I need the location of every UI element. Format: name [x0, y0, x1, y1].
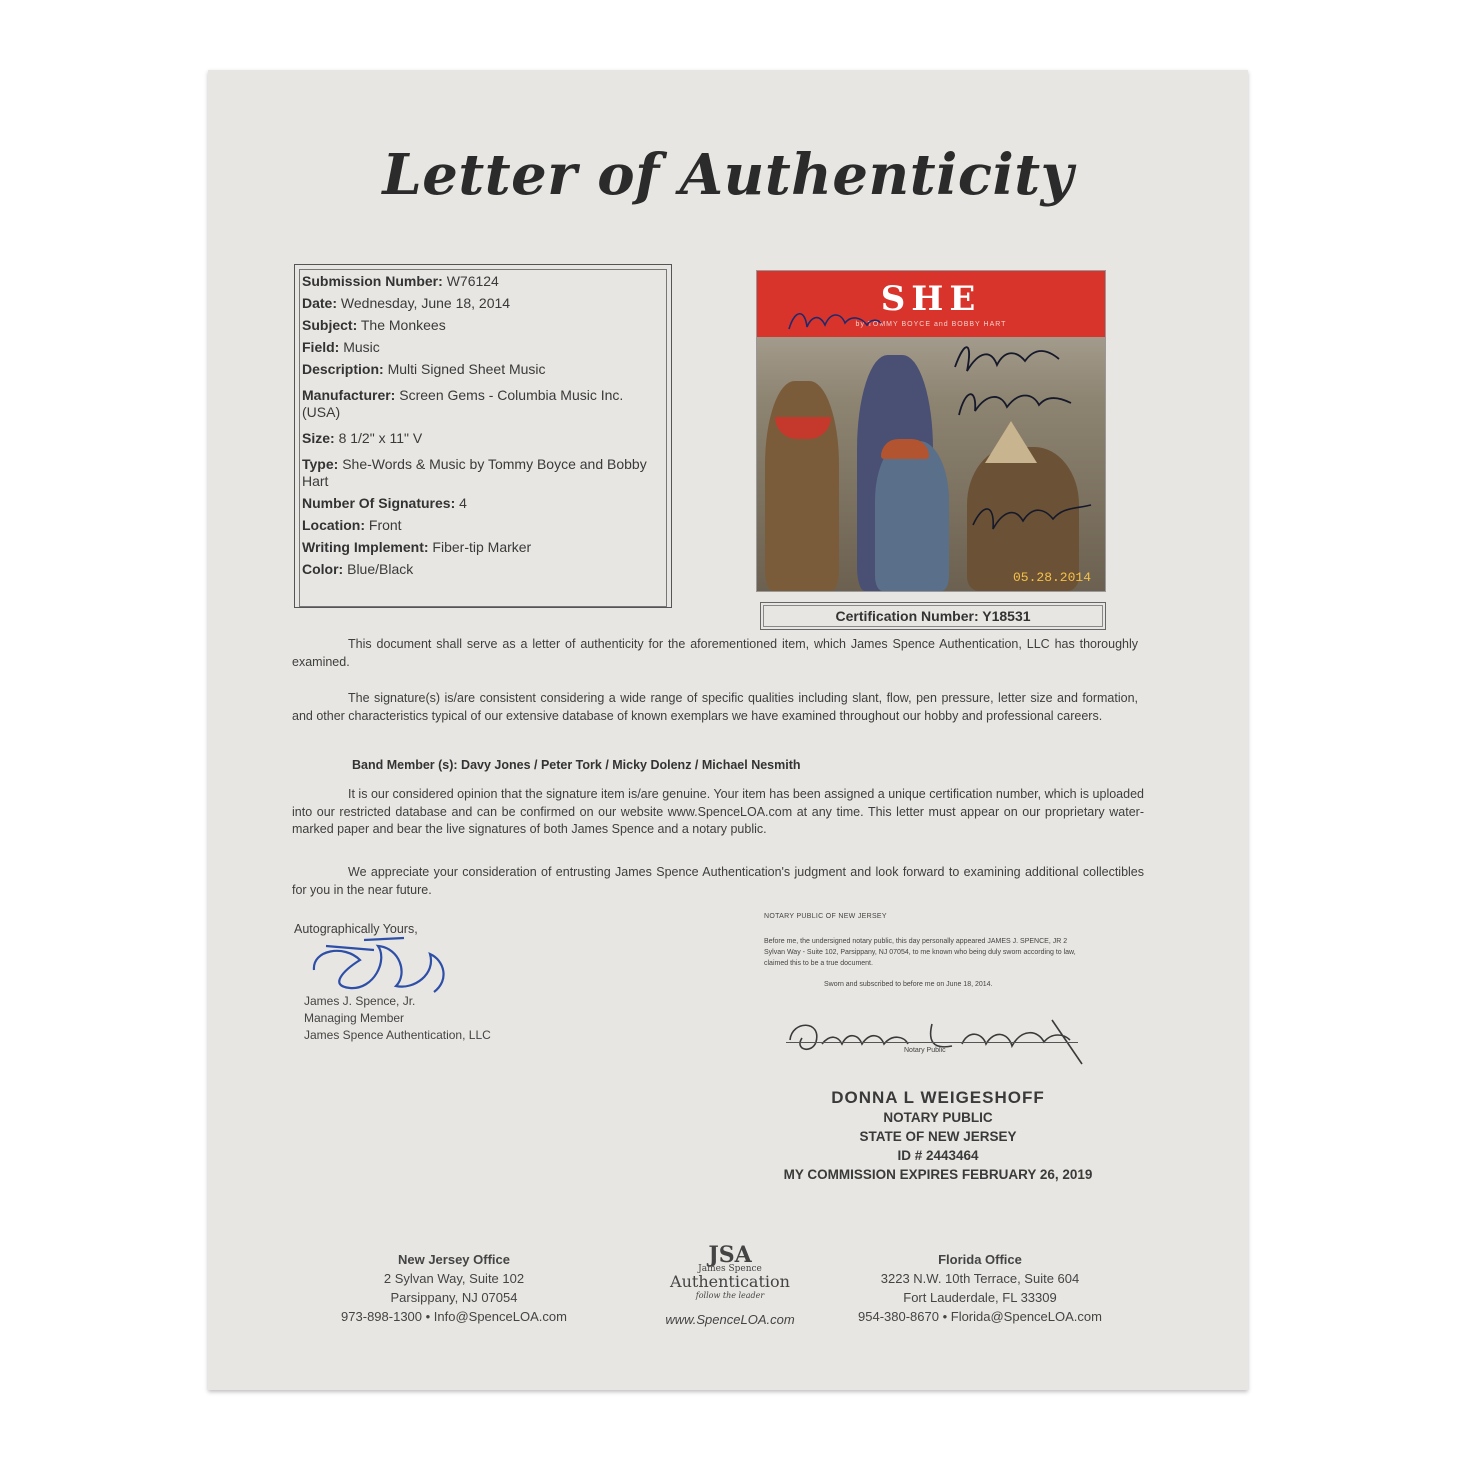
- submission-info-row: [302, 295, 664, 312]
- fl-office-heading: Florida Office: [938, 1252, 1022, 1267]
- submission-info-key: Submission Number:: [302, 273, 443, 289]
- notary-stamp-state: STATE OF NEW JERSEY: [859, 1129, 1017, 1144]
- notary-sworn-date: Sworn and subscribed to before me on June 18, 2014.: [824, 981, 993, 988]
- submission-info-row: [302, 495, 664, 512]
- fl-office-contact: 954-380-8670 • Florida@SpenceLOA.com: [858, 1309, 1102, 1324]
- submission-info-value: Screen Gems - Columbia Music Inc. (USA): [302, 387, 624, 420]
- paragraph-consistency: The signature(s) is/are consistent considering a wide range of specific qualities including slant, flow, pen pressure, letter size and formation, and other characteristics typical of our extensive database of known exemplars we have examined throughout our hobby and professional careers.: [292, 691, 1138, 723]
- submission-info-key: Number Of Signatures:: [302, 495, 456, 511]
- submission-info-key: Description:: [302, 361, 384, 377]
- sheet-music-subtitle: by TOMMY BOYCE and BOBBY HART: [855, 321, 1007, 328]
- submission-info-value: 8 1/2" x 11" V: [338, 430, 423, 446]
- item-photo: [756, 270, 1106, 592]
- jsa-website-link[interactable]: www.SpenceLOA.com: [665, 1312, 795, 1327]
- jsa-logo-authentication: Authentication: [670, 1272, 790, 1291]
- fl-office-address-1: 3223 N.W. 10th Terrace, Suite 604: [880, 1271, 1080, 1286]
- notary-stamp-id: ID # 2443464: [897, 1148, 979, 1163]
- nj-office-address-2: Parsippany, NJ 07054: [390, 1290, 518, 1305]
- certification-box: [760, 602, 1106, 630]
- jsa-logo-sub: James Spence: [698, 1264, 762, 1274]
- notary-statement: Before me, the undersigned notary public, this day personally appeared JAMES J. SPENCE, JR 2 Sylvan Way - Suite 102, Parsippany, NJ 07054, to me known who being duly sworn according to law, claimed this to be a true document.: [764, 938, 1076, 967]
- submission-info-key: Type:: [302, 456, 339, 472]
- submission-info-value: W76124: [446, 273, 499, 289]
- notary-heading: NOTARY PUBLIC OF NEW JERSEY: [764, 913, 887, 920]
- fl-office-address-2: Fort Lauderdale, FL 33309: [903, 1290, 1057, 1305]
- submission-info-row: [302, 561, 664, 578]
- letter-page: [208, 70, 1248, 1390]
- submission-info-row: [302, 317, 664, 334]
- submission-info-row: [302, 517, 664, 534]
- submission-info-row: [302, 539, 664, 556]
- submission-info-key: Manufacturer:: [302, 387, 396, 403]
- submission-info-row: [302, 361, 664, 378]
- submission-info-key: Color:: [302, 561, 344, 577]
- submission-info-box: [294, 264, 672, 608]
- submission-info-value: Music: [343, 339, 380, 355]
- notary-stamp-name: DONNA L WEIGESHOFF: [831, 1088, 1045, 1107]
- nj-office: [314, 1250, 594, 1326]
- submission-info-value: 4: [459, 495, 467, 511]
- submission-info-key: Size:: [302, 430, 335, 446]
- photo-figure: [875, 441, 949, 591]
- sheet-music-header: [757, 271, 1105, 337]
- signer-company: James Spence Authentication, LLC: [304, 1028, 491, 1042]
- notary-signature-line: [786, 1042, 1078, 1043]
- submission-info-row: [302, 456, 664, 490]
- submission-info-row: [302, 430, 664, 447]
- paragraph-opinion: It is our considered opinion that the signature item is/are genuine. Your item has been assigned a unique certification number, which is uploaded into our restricted database and can be confirmed on our website www.SpenceLOA.com at any time. This letter must appear on our proprietary water-marked paper and bear the live signatures of both James Spence and a notary public.: [292, 787, 1144, 836]
- fire-helmet: [881, 439, 929, 459]
- submission-info-key: Subject:: [302, 317, 358, 333]
- submission-info-key: Field:: [302, 339, 340, 355]
- notary-signature: [782, 1010, 1092, 1066]
- paragraph-appreciation: We appreciate your consideration of entrusting James Spence Authentication's judgment and look forward to examining additional collectibles for you in the near future.: [292, 865, 1144, 897]
- signer-role: Managing Member: [304, 1011, 405, 1025]
- signer-name: James J. Spence, Jr.: [304, 994, 416, 1008]
- submission-info-key: Writing Implement:: [302, 539, 429, 555]
- submission-info-value: The Monkees: [360, 317, 446, 333]
- submission-info-list: [299, 269, 667, 607]
- submission-info-value: Front: [368, 517, 402, 533]
- signoff-closing: Autographically Yours,: [294, 922, 418, 936]
- paragraph-intro: This document shall serve as a letter of authenticity for the aforementioned item, which James Spence Authentication, LLC has thoroughly examined.: [292, 637, 1138, 669]
- submission-info-key: Location:: [302, 517, 365, 533]
- jsa-logo: [640, 1242, 820, 1327]
- letter-title: Letter of Authenticity: [382, 142, 1074, 208]
- submission-info-row: [302, 387, 664, 421]
- notary-stamp-title: NOTARY PUBLIC: [883, 1110, 993, 1125]
- submission-info-row: [302, 339, 664, 356]
- photo-date-stamp: 05.28.2014: [1012, 570, 1091, 585]
- fl-office: [840, 1250, 1120, 1326]
- straw-hat: [985, 421, 1037, 463]
- james-spence-signature: [304, 930, 464, 1000]
- notary-stamp-expiry: MY COMMISSION EXPIRES FEBRUARY 26, 2019: [783, 1167, 1093, 1182]
- submission-info-key: Date:: [302, 295, 338, 311]
- notary-stamp: [768, 1088, 1108, 1184]
- submission-info-value: Multi Signed Sheet Music: [387, 361, 546, 377]
- nj-office-contact: 973-898-1300 • Info@SpenceLOA.com: [341, 1309, 567, 1324]
- submission-info-row: [302, 273, 664, 290]
- peter-tork-signature: [947, 331, 1077, 431]
- nj-office-heading: New Jersey Office: [397, 1252, 510, 1267]
- certification-number: Certification Number: Y18531: [763, 605, 1103, 627]
- sheet-music-title: SHE: [880, 279, 982, 319]
- nj-office-address-1: 2 Sylvan Way, Suite 102: [383, 1271, 525, 1286]
- submission-info-value: Fiber-tip Marker: [432, 539, 532, 555]
- jsa-logo-mark: JSA: [708, 1242, 752, 1268]
- submission-info-value: Blue/Black: [347, 561, 414, 577]
- submission-info-value: Wednesday, June 18, 2014: [340, 295, 511, 311]
- photo-figure: [765, 381, 839, 591]
- band-members: Band Member (s): Davy Jones / Peter Tork / Micky Dolenz / Michael Nesmith: [352, 758, 801, 772]
- notary-public-label: Notary Public: [904, 1047, 946, 1054]
- jsa-logo-tagline: follow the leader: [695, 1291, 765, 1300]
- submission-info-value: She-Words & Music by Tommy Boyce and Bobby Hart: [302, 456, 647, 489]
